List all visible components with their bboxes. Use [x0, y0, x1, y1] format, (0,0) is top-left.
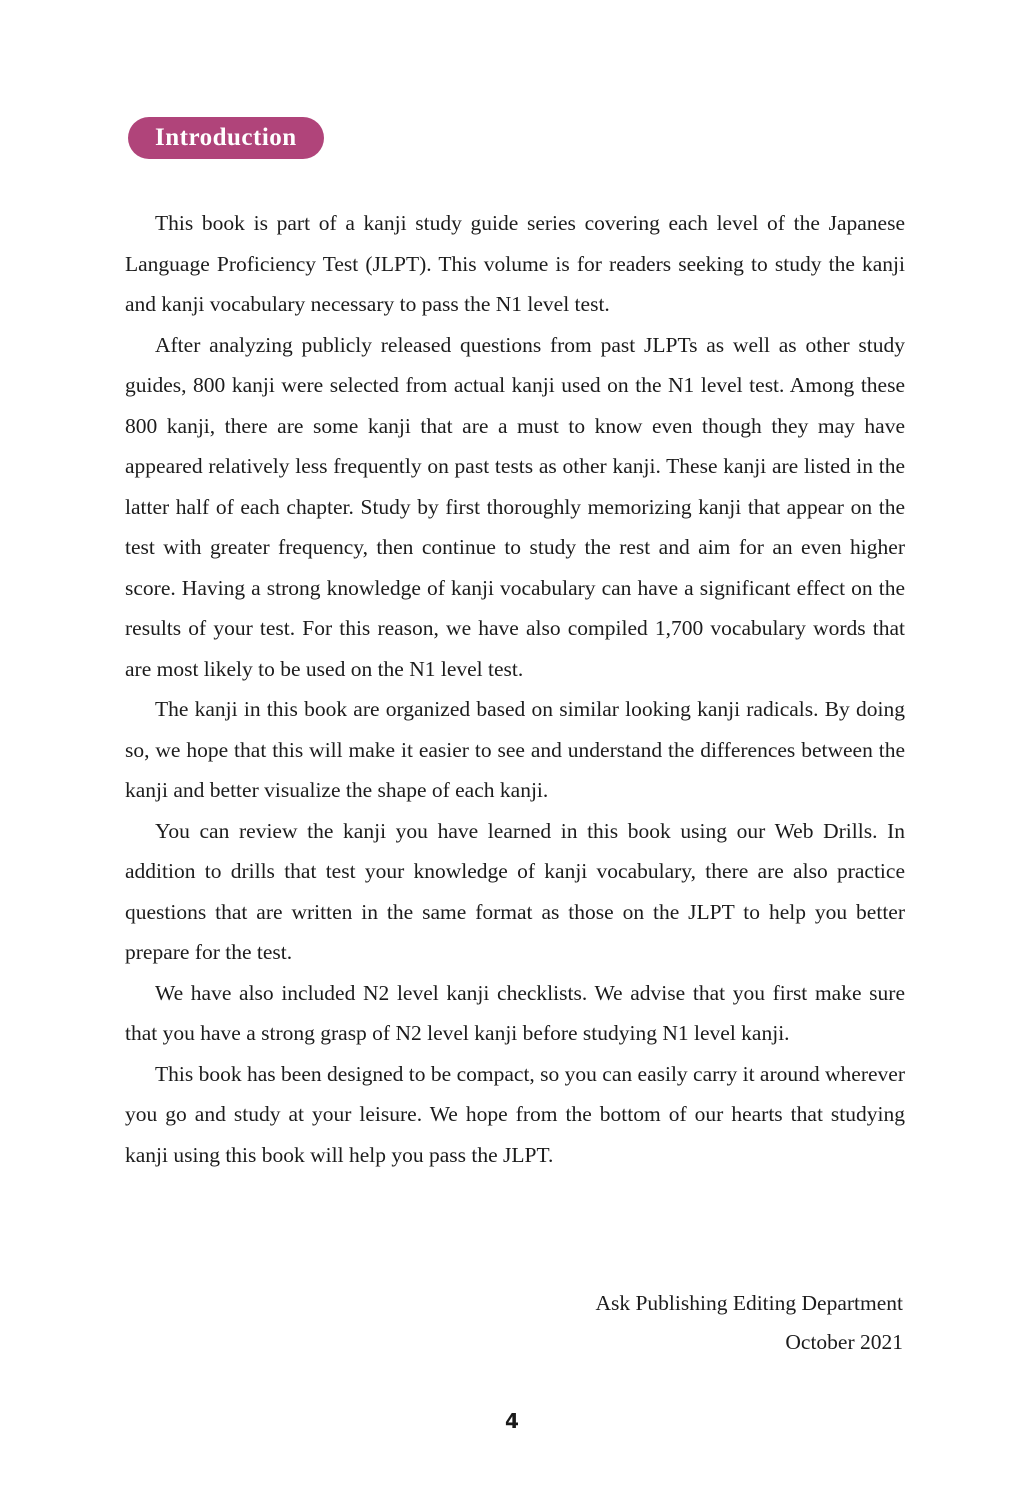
signature-department: Ask Publishing Editing Department: [595, 1291, 903, 1315]
body-text: [125, 203, 905, 1175]
paragraph: After analyzing publicly released questions from past JLPTs as well as other study guides, 800 kanji were selected from actual kanji used on the N1 level test. Among these 800 kanji, there are some kanji that are a must to know even though they may have appeared relatively less frequently on past tests as other kanji. These kanji are listed in the latter half of each chapter. Study by first thoroughly memorizing kanji that appear on the test with greater frequency, then continue to study the rest and aim for an even higher score. Having a strong knowledge of kanji vocabulary can have a significant effect on the results of your test. For this reason, we have also compiled 1,700 vocabulary words that are most likely to be used on the N1 level test.: [125, 332, 905, 681]
introduction-section-badge: Introduction: [128, 117, 324, 159]
paragraph: We have also included N2 level kanji checklists. We advise that you first make sure that you have a strong grasp of N2 level kanji before studying N1 level kanji.: [125, 980, 905, 1045]
signature-date: October 2021: [785, 1330, 903, 1354]
paragraph: This book has been designed to be compact, so you can easily carry it around wherever you go and study at your leisure. We hope from the bottom of our hearts that studying kanji using this book will help you pass the JLPT.: [125, 1061, 905, 1167]
paragraph: The kanji in this book are organized based on similar looking kanji radicals. By doing so, we hope that this will make it easier to see and understand the differences between the kanji and better visualize the shape of each kanji.: [125, 697, 905, 802]
page-number: 4: [505, 1409, 519, 1433]
paragraph: This book is part of a kanji study guide series covering each level of the Japanese Language Proficiency Test (JLPT). This volume is for readers seeking to study the kanji and kanji vocabulary necessary to pass the N1 level test.: [125, 211, 905, 316]
paragraph: You can review the kanji you have learned in this book using our Web Drills. In addition to drills that test your knowledge of kanji vocabulary, there are also practice questions that are written in the same format as those on the JLPT to help you better prepare for the test.: [125, 818, 905, 964]
signature-block: [595, 1284, 903, 1362]
